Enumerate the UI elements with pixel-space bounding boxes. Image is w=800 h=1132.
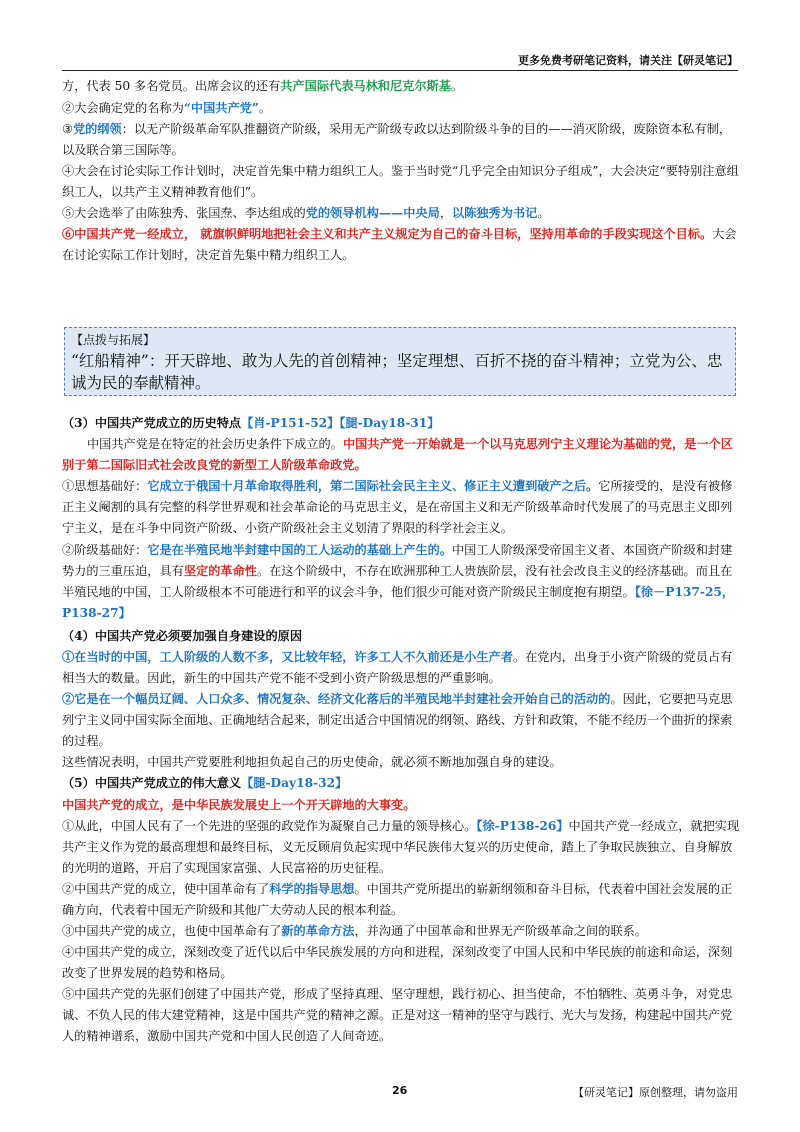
page-number: 26 — [392, 1084, 408, 1097]
para-organize-workers: ④大会在讨论实际工作计划时，决定首先集中精力组织工人。鉴于当时党“几乎完全由知识分子组成”，大会决定“要特别注意组织工人，以共产主义精神教育他们”。 — [62, 164, 739, 199]
text: ，并沟通了中国革命和世界无产阶级革命之间的联系。 — [354, 924, 647, 938]
text: 。因此，它要把马克思列宁主义同中国实际全面地、正确地结合起来，制定出适合中国情况的纲领、路线、方针和政策，不能不经历一个曲折的探索的过程。 — [62, 692, 733, 748]
highlight-new-party: 中国共产党一开始就是一个以马克思列宁主义理论为基础的党，是一个区别于第二国际旧式社会改良党的新型工人阶级革命政党。 — [62, 437, 733, 472]
para-goal — [62, 224, 740, 266]
page-header: 更多免费考研笔记资料，请关注【研灵笔记】 — [518, 54, 738, 67]
para-lead: 中国共产党的成立，是中华民族发展史上一个开天辟地的大事变。 — [62, 798, 416, 812]
highlight-few-workers: ①在当时的中国，工人阶级的人数不多，又比较年轻，许多工人不久前还是小生产者 — [62, 650, 513, 664]
tip-box — [64, 327, 736, 396]
text: 中国工人阶级深受帝国主义者、本国资产阶级和封建势力的三重压迫，具有 — [62, 543, 733, 578]
tip-text: “红船精神”：开天辟地、敢为人先的首创精神；坚定理想、百折不挠的奋斗精神；立党为公、忠诚为民的奉献精神。 — [71, 352, 723, 392]
text: 方，代表 50 多名党员。出席会议的还有 — [62, 79, 281, 93]
text: 。在党内，出身于小资产阶级的党员占有相当大的数量。因此，新生的中国共产党不能不受到小资产阶级思想的严重影响。 — [62, 650, 733, 685]
highlight-central-bureau: 党的领导机构——中央局 — [305, 206, 440, 220]
reference-tag: 【徐－P137-25，P138-27】 — [62, 585, 735, 620]
highlight-secretary: 以陈独秀为书记 — [452, 206, 538, 220]
para-party-name — [62, 98, 740, 119]
para-significance-3 — [62, 921, 740, 942]
para-class-basis — [62, 540, 740, 624]
text: 。中国共产党所提出的崭新纲领和奋斗目标，代表着中国社会发展的正确方向，代表着中国无产阶级和其他广大劳动人民的根本利益。 — [62, 882, 733, 917]
highlight-revolutionary: 坚定的革命性 — [183, 564, 257, 578]
highlight-goal: ⑥中国共产党一经成立， 就旗帜鲜明地把社会主义和共产主义规定为自己的奋斗目标，坚持用革命的手段实现这个目标。 — [62, 227, 713, 241]
text: 。 — [450, 79, 464, 93]
text: 中国共产党一经成立，就把实现共产主义作为党的最高理想和最终目标，义无反顾肩负起实现中华民族伟大复兴的历史使命，踏上了争取民族独立、自身解放的光明的道路，开启了实现国家富强、人民富裕的历史征程。 — [62, 819, 740, 875]
para-semi-colonial — [62, 689, 740, 752]
highlight-workers-movement: 它是在半殖民地半封建中国的工人运动的基础上产生的。 — [147, 543, 452, 557]
text: 。 — [258, 101, 272, 115]
section-title-5 — [62, 773, 740, 794]
text: ②大会确定党的名称为 — [62, 101, 184, 115]
para-significance-2 — [62, 879, 740, 921]
para-intro — [62, 434, 740, 476]
highlight-method: 新的革命方法 — [281, 924, 355, 938]
text: ， — [439, 206, 452, 220]
text: ：以无产阶级革命军队推翻资产阶级，采用无产阶级专政以达到阶级斗争的目的——消灭阶级，废除资本私有制，以及联合第三国际等。 — [62, 122, 732, 157]
para-small-producers — [62, 647, 740, 689]
highlight-guiding-thought: 科学的指导思想 — [269, 882, 355, 896]
text: 中国共产党是在特定的社会历史条件下成立的。 — [87, 437, 343, 451]
para-program — [62, 119, 740, 161]
highlight-comintern: 共产国际代表马林和尼克尔斯基 — [280, 79, 451, 93]
para-significance-1 — [62, 816, 740, 879]
text: ③中国共产党的成立，也使中国革命有了 — [62, 924, 282, 938]
text: 。 — [537, 206, 550, 220]
page-footer: 【研灵笔记】原创整理，请勿盗用 — [573, 1086, 738, 1099]
para-central-bureau — [62, 203, 740, 224]
text: ②阶级基础好： — [62, 543, 148, 557]
reference-tag: 【肖-P151-52】【腿-Day18-31】 — [241, 416, 440, 430]
text: ①思想基础好： — [62, 479, 148, 493]
para-conclusion: 这些情况表明，中国共产党要胜利地担负起自己的历史使命，就必须不断地加强自身的建设。 — [62, 755, 562, 769]
reference-tag: 【徐-P138-26】 — [476, 819, 569, 833]
section-title-3 — [62, 413, 740, 434]
title-text: （3）中国共产党成立的历史特点 — [62, 416, 242, 430]
text: 它所接受的，是没有被修正主义阉割的具有完整的科学世界观和社会革命论的马克思主义，是在帝国主义和无产阶级革命时代发展了的马克思主义即列宁主义，是在斗争中同资产阶级、小资产阶级社会主义划清了界限的科学社会主义。 — [62, 479, 733, 535]
text: ③ — [62, 122, 73, 136]
text: ②中国共产党的成立，使中国革命有了 — [62, 882, 270, 896]
tip-heading: 【点拨与拓展】 — [71, 333, 156, 347]
para-significance-5: ⑤中国共产党的先驱们创建了中国共产党，形成了坚持真理、坚守理想，践行初心、担当使命，不怕牺牲、英勇斗争，对党忠诚、不负人民的伟大建党精神，这是中国共产党的精神之源。正是对这一精神的坚守与践行、光大与发扬，构建起中国共产党人的精神谱系，激励中国共产党和中国人民创造了人间奇迹。 — [62, 987, 733, 1043]
highlight-program: 党的纲领 — [72, 122, 122, 136]
highlight-semi-colonial: ②它是在一个幅员辽阔、人口众多、情况复杂、经济文化落后的半殖民地半封建社会开始自己的活动的 — [62, 692, 611, 706]
section-title-4: （4）中国共产党必须要加强自身建设的原因 — [62, 629, 303, 643]
text: ⑤大会选举了由陈独秀、张国焘、李达组成的 — [62, 206, 306, 220]
highlight-october: 它成立于俄国十月革命取得胜利，第二国际社会民主主义、修正主义遭到破产之后。 — [147, 479, 599, 493]
para-attendees — [62, 76, 740, 97]
text: ①从此，中国人民有了一个先进的坚强的政党作为凝聚自己力量的领导核心。 — [62, 819, 477, 833]
header-divider — [62, 70, 738, 71]
para-significance-4: ④中国共产党的成立，深刻改变了近代以后中华民族发展的方向和进程，深刻改变了中国人民和中华民族的前途和命运，深刻改变了世界发展的趋势和格局。 — [62, 945, 733, 980]
reference-tag: 【腿-Day18-32】 — [241, 776, 348, 790]
para-ideology-basis — [62, 476, 740, 539]
highlight-party-name: “中国共产党” — [183, 101, 259, 115]
title-text: （5）中国共产党成立的伟大意义 — [62, 776, 242, 790]
text: 大会在讨论实际工作计划时，决定首先集中精力组织工人。 — [62, 227, 737, 262]
text: 。在这个阶级中，不存在欧洲那种工人贵族阶层，没有社会改良主义的经济基础。而且在半殖民地的中国，工人阶级根本不可能进行和平的议会斗争，他们很少可能对资产阶级民主制度抱有期望。 — [62, 564, 733, 599]
